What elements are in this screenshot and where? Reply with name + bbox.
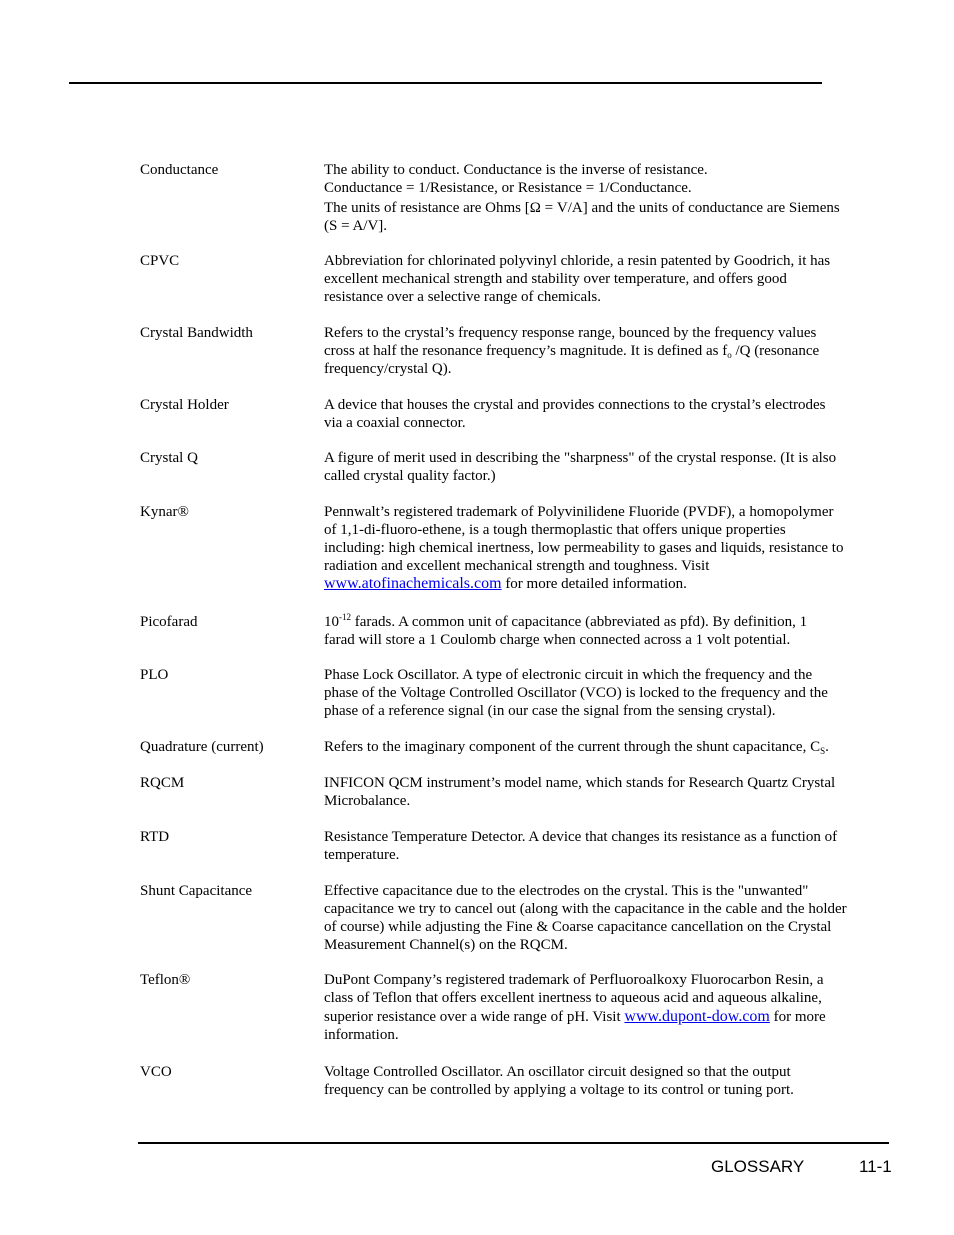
definition-line: of course) while adjusting the Fine & Coarse capacitance cancellation on the Crystal	[324, 919, 832, 935]
term: Shunt Capacitance	[140, 883, 253, 899]
term: RQCM	[140, 775, 185, 791]
definition	[324, 396, 872, 432]
definition-line: Pennwalt’s registered trademark of Polyvinilidene Fluoride (PVDF), a homopolymer	[324, 504, 834, 520]
definition-line: Abbreviation for chlorinated polyvinyl chloride, a resin patented by Goodrich, it has	[324, 253, 831, 269]
definition	[324, 161, 872, 235]
text-segment: .	[825, 739, 829, 755]
definition-line: phase of a reference signal (in our case the signal from the sensing crystal).	[324, 703, 776, 719]
text-segment: for more	[769, 1009, 826, 1025]
definition-line: via a coaxial connector.	[324, 415, 466, 431]
term: Conductance	[140, 162, 219, 178]
term: Crystal Q	[140, 450, 198, 466]
definition-line: called crystal quality factor.)	[324, 468, 496, 484]
term: PLO	[140, 667, 169, 683]
definition	[324, 1063, 872, 1099]
definition	[324, 828, 872, 864]
definition-line: DuPont Company’s registered trademark of Perfluoroalkoxy Fluorocarbon Resin, a	[324, 972, 824, 988]
term: Crystal Bandwidth	[140, 325, 253, 341]
definition-line: excellent mechanical strength and stability over temperature, and offers good	[324, 271, 787, 287]
definition-line	[324, 342, 872, 360]
definition	[324, 252, 872, 306]
text-segment: superior resistance over a wide range of pH. Visit	[324, 1009, 625, 1025]
text-segment: for more detailed information.	[501, 576, 687, 592]
term: Kynar®	[140, 504, 189, 520]
definition	[324, 613, 872, 649]
definition-line: Conductance = 1/Resistance, or Resistance = 1/Conductance.	[324, 180, 692, 196]
definition-line: A device that houses the crystal and provides connections to the crystal’s electrodes	[324, 397, 826, 413]
definition	[324, 774, 872, 810]
definition-line: Phase Lock Oscillator. A type of electronic circuit in which the frequency and the	[324, 667, 813, 683]
definition-line	[324, 1008, 872, 1026]
definition-line: A figure of merit used in describing the "sharpness" of the crystal response. (It is also	[324, 450, 837, 466]
definition-line: The ability to conduct. Conductance is the inverse of resistance.	[324, 162, 708, 178]
definition-line: Resistance Temperature Detector. A device that changes its resistance as a function of	[324, 829, 838, 845]
definition	[324, 882, 872, 954]
definition-line: frequency/crystal Q).	[324, 361, 452, 377]
atofina-link[interactable]: www.atofinachemicals.com	[324, 575, 502, 592]
definition	[324, 503, 872, 593]
definition-line: Effective capacitance due to the electrodes on the crystal. This is the "unwanted"	[324, 883, 809, 899]
term: Teflon®	[140, 972, 191, 988]
definition-line: farad will store a 1 Coulomb charge when connected across a 1 volt potential.	[324, 632, 791, 648]
definition-line: Refers to the crystal’s frequency response range, bounced by the frequency values	[324, 325, 817, 341]
term: CPVC	[140, 253, 180, 269]
definition-line: capacitance we try to cancel out (along with the capacitance in the cable and the holder	[324, 901, 847, 917]
page-number: 11-1	[859, 1157, 892, 1176]
definition	[324, 324, 872, 378]
definition-line: class of Teflon that offers excellent inertness to aqueous acid and aqueous alkaline,	[324, 990, 822, 1006]
definition-line: information.	[324, 1027, 399, 1043]
definition-line: Voltage Controlled Oscillator. An oscillator circuit designed so that the output	[324, 1064, 791, 1080]
header-rule	[69, 82, 822, 84]
text-segment: farads. A common unit of capacitance (abbreviated as pfd). By definition, 1	[351, 614, 808, 630]
text-segment: Refers to the imaginary component of the current through the shunt capacitance, C	[324, 739, 821, 755]
definition-line: phase of the Voltage Controlled Oscillator (VCO) is locked to the frequency and the	[324, 685, 828, 701]
definition-line	[324, 738, 872, 756]
definition-line: including: high chemical inertness, low permeability to gases and liquids, resistance to	[324, 540, 844, 556]
superscript: -12	[339, 612, 351, 622]
definition-line: (S = A/V].	[324, 218, 388, 234]
subscript: o	[727, 350, 732, 360]
term: VCO	[140, 1064, 172, 1080]
term: Quadrature (current)	[140, 739, 264, 755]
definition-line: INFICON QCM instrument’s model name, which stands for Research Quartz Crystal	[324, 775, 836, 791]
definition	[324, 666, 872, 720]
text-segment: /Q (resonance	[731, 343, 820, 359]
definition-line: Microbalance.	[324, 793, 411, 809]
text-segment: cross at half the resonance frequency’s magnitude. It is defined as f	[324, 343, 728, 359]
definition-line: The units of resistance are Ohms [Ω = V/A] and the units of conductance are Siemens	[324, 200, 840, 216]
definition-line	[324, 575, 872, 593]
dupont-dow-link[interactable]: www.dupont-dow.com	[624, 1008, 770, 1025]
definition-line: temperature.	[324, 847, 400, 863]
definition-line: Measurement Channel(s) on the RQCM.	[324, 937, 568, 953]
definition-line: of 1,1-di-fluoro-ethene, is a tough thermoplastic that offers unique properties	[324, 522, 786, 538]
text-segment: 10	[324, 614, 339, 630]
definition	[324, 449, 872, 485]
footer-section-title: GLOSSARY	[711, 1157, 805, 1176]
definition-line	[324, 613, 872, 631]
definition-line: frequency can be controlled by applying a voltage to its control or tuning port.	[324, 1082, 794, 1098]
definition	[324, 738, 872, 756]
subscript: S	[820, 746, 826, 756]
definition-line: resistance over a selective range of chemicals.	[324, 289, 601, 305]
term: RTD	[140, 829, 170, 845]
definition-line: radiation and excellent mechanical strength and toughness. Visit	[324, 558, 710, 574]
footer-rule	[138, 1142, 889, 1144]
definition	[324, 971, 872, 1044]
term: Picofarad	[140, 614, 198, 630]
term: Crystal Holder	[140, 397, 229, 413]
